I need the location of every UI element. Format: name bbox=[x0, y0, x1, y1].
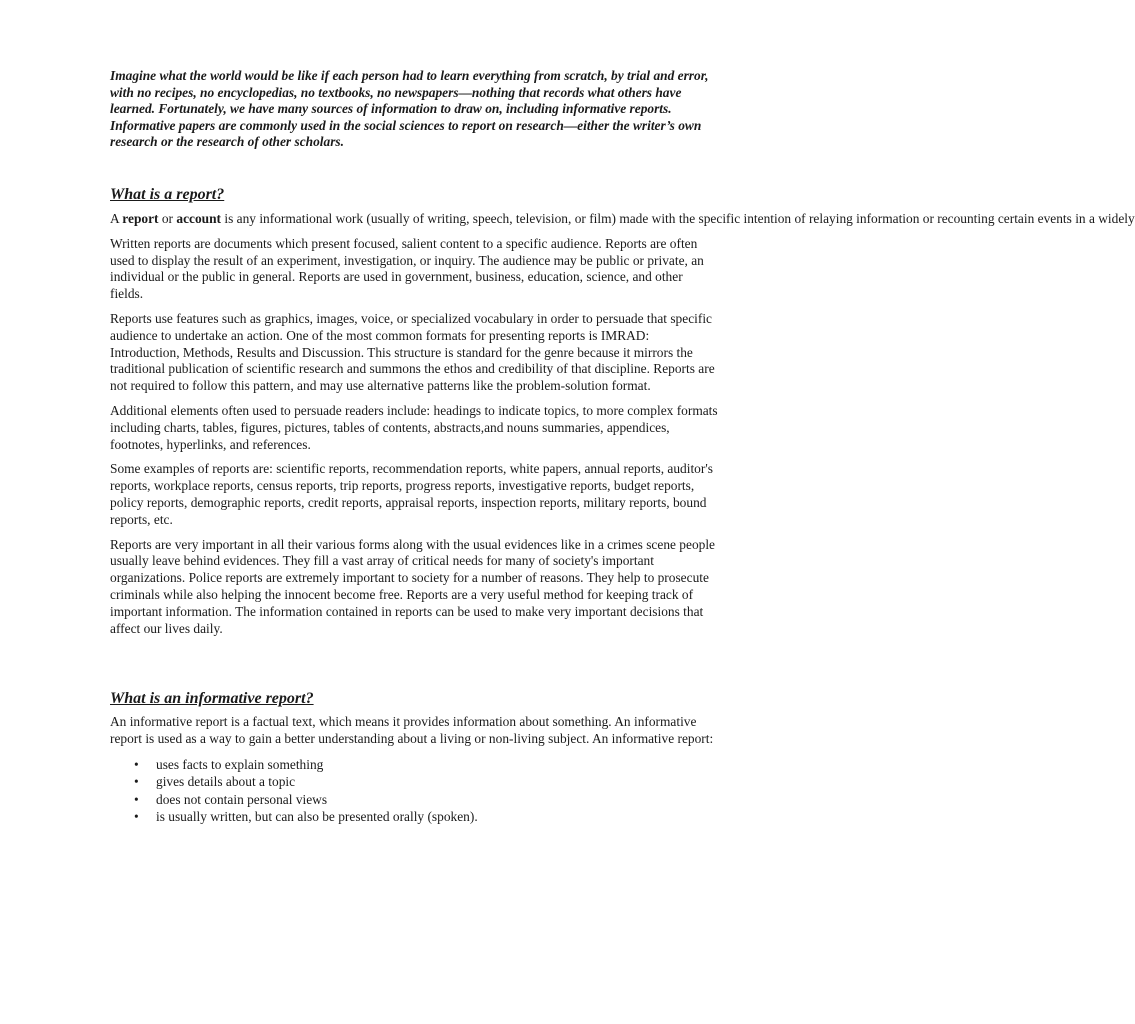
document-page bbox=[110, 68, 1135, 826]
heading-what-is-an-informative-report: What is an informative report? bbox=[110, 690, 314, 708]
term-report: report bbox=[122, 210, 159, 226]
lede-rest: is any informational work (usually of writing, speech, television, or film) made with the specific intention of relaying information or recounting certain events in a widely bbox=[224, 210, 1135, 226]
intro-block bbox=[110, 68, 718, 151]
report-paragraph-importance: Reports are very important in all their various forms along with the usual evidences like in a crimes scene people usually leave behind evidences. They fill a vast array of critical needs for many of society's important organizations. Police reports are extremely important to society for a number of reasons. They help to prosecute criminals while also helping the innocent become free. Reports are a very useful method for keeping track of important information. The information contained in reports can be used to make very important decisions that affect our lives daily. bbox=[110, 536, 715, 636]
list-item: • is usually written, but can also be presented orally (spoken). bbox=[156, 808, 718, 826]
lede-word-a: A bbox=[110, 210, 119, 226]
informative-bullet-list bbox=[110, 756, 718, 826]
list-item: • gives details about a topic bbox=[156, 773, 718, 791]
intro-paragraph-2: Informative papers are commonly used in the social sciences to report on research—either the writer’s own research or the research of other scholars. bbox=[110, 117, 702, 150]
term-account: account bbox=[176, 210, 222, 226]
intro-paragraph-1: Imagine what the world would be like if each person had to learn everything from scratch, by trial and error, with no recipes, no encyclopedias, no textbooks, no newspapers—nothing that records what others have learned. Fortunately, we have many sources of information to draw on, including informative reports. bbox=[110, 68, 709, 117]
lede-word-or: or bbox=[161, 210, 174, 226]
report-paragraph-features: Reports use features such as graphics, images, voice, or specialized vocabulary in order to persuade that specific audience to undertake an action. One of the most common formats for presenting reports is IMRAD: Introduction, Methods, Results and Discussion. This structure is standard for the genre because it mirrors the traditional publication of scientific research and summons the ethos and credibility of that discipline. Reports are not required to follow this pattern, and may use alternative patterns like the problem-solution format. bbox=[110, 310, 715, 394]
report-paragraph-elements: Additional elements often used to persuade readers include: headings to indicate topics, to more complex formats including charts, tables, figures, pictures, tables of contents, abstracts,and nouns summaries, appendices, footnotes, hyperlinks, and references. bbox=[110, 402, 718, 452]
report-paragraph-examples: Some examples of reports are: scientific reports, recommendation reports, white papers, annual reports, auditor's reports, workplace reports, census reports, trip reports, progress reports, investigative reports, budget reports, policy reports, demographic reports, credit reports, appraisal reports, inspection reports, military reports, bound reports, etc. bbox=[110, 461, 713, 527]
report-definition-paragraph bbox=[110, 210, 1135, 228]
informative-paragraph: An informative report is a factual text, which means it provides information about something. An informative report is used as a way to gain a better understanding about a living or non-living subject. An informative report: bbox=[110, 714, 714, 747]
report-paragraph-written: Written reports are documents which present focused, salient content to a specific audience. Reports are often used to display the result of an experiment, investigation, or inquiry. The audience may be public or private, an individual or the public in general. Reports are used in government, business, education, science, and other fields. bbox=[110, 235, 704, 302]
list-item: • does not contain personal views bbox=[156, 791, 718, 809]
heading-what-is-a-report: What is a report? bbox=[110, 185, 225, 203]
list-item: • uses facts to explain something bbox=[156, 756, 718, 774]
